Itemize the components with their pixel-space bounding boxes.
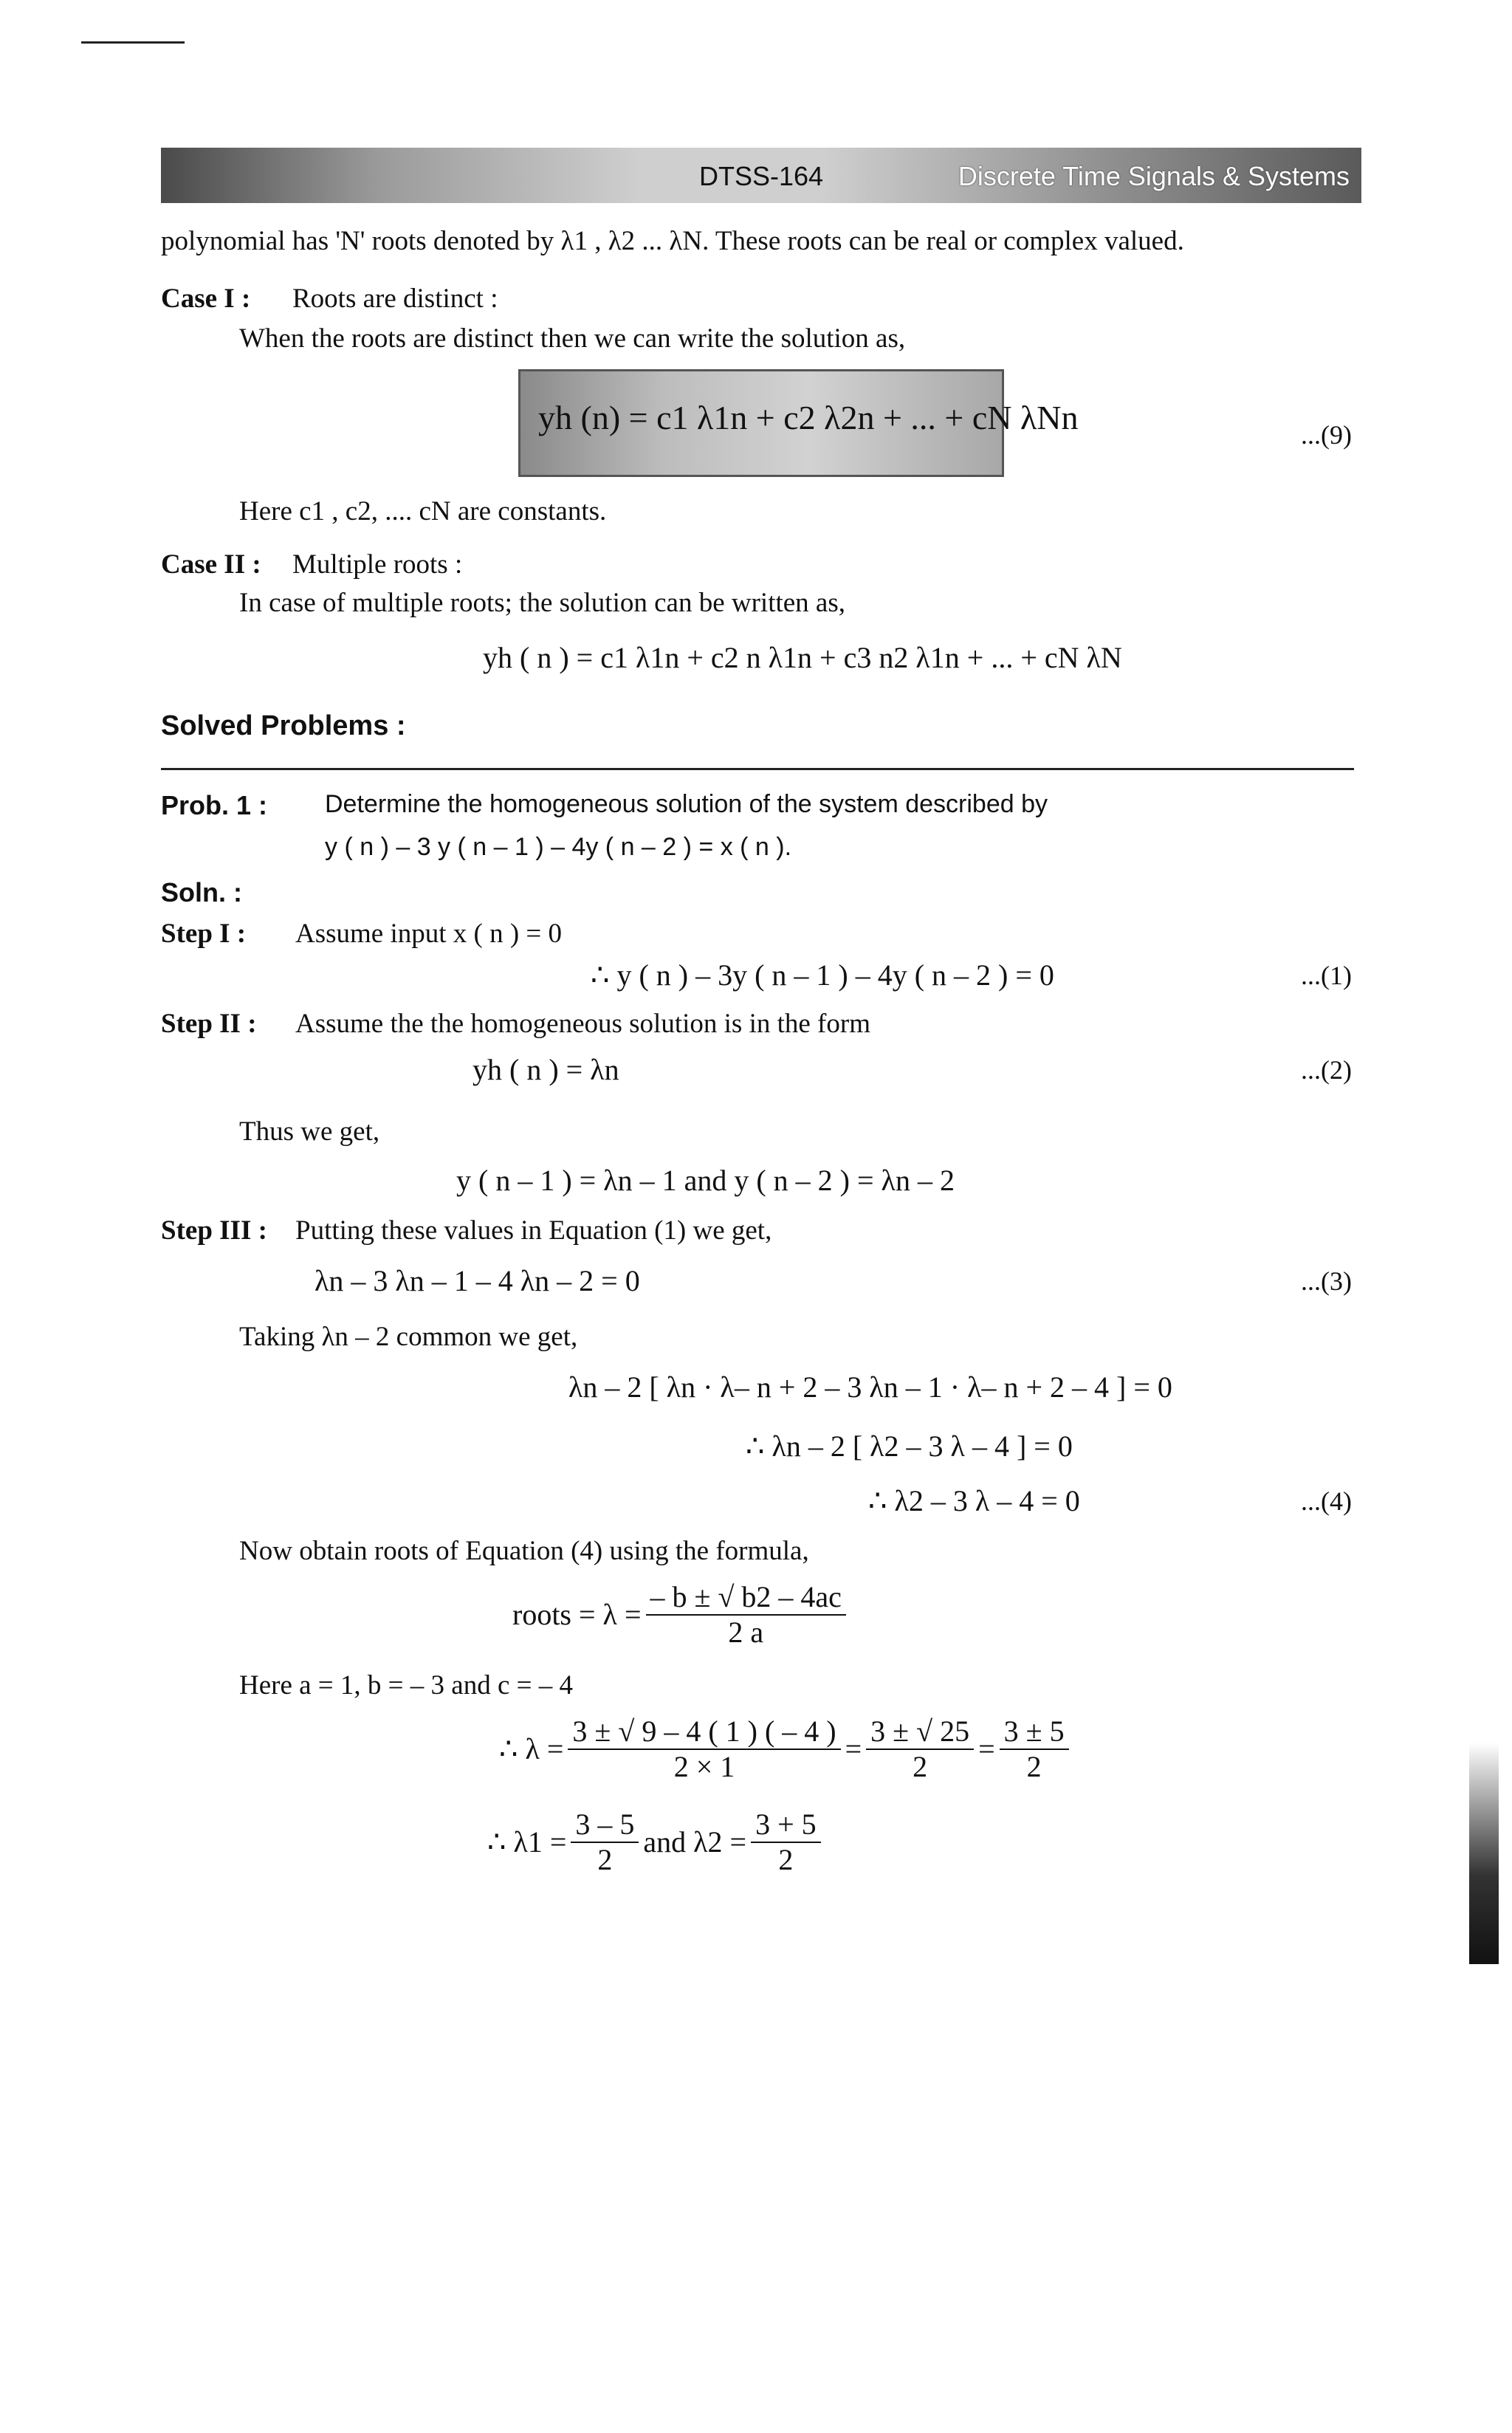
case1-label: Case I : bbox=[161, 284, 251, 314]
lambda-den-1: 2 × 1 bbox=[673, 1750, 735, 1783]
equals-sign: = bbox=[845, 1732, 862, 1765]
lambda-den-3: 2 bbox=[1026, 1750, 1042, 1783]
equation-1: ∴ y ( n ) – 3y ( n – 1 ) – 4y ( n – 2 ) = 0 bbox=[591, 958, 1054, 992]
soln-label: Soln. : bbox=[161, 877, 242, 907]
lambda-fraction-2 bbox=[866, 1715, 974, 1784]
case2-title: Multiple roots : bbox=[292, 549, 463, 580]
lambda-den-2: 2 bbox=[913, 1750, 928, 1783]
lambda-num-3: 3 ± 5 bbox=[1000, 1715, 1069, 1750]
lambda2-num: 3 + 5 bbox=[751, 1808, 821, 1843]
roots-label: roots = λ = bbox=[512, 1598, 642, 1631]
thus-we-get: Thus we get, bbox=[239, 1116, 380, 1147]
step3-text: Putting these values in Equation (1) we get, bbox=[295, 1215, 772, 1246]
lambda-num-1: 3 ± √ 9 – 4 ( 1 ) ( – 4 ) bbox=[568, 1715, 840, 1750]
case1-text: When the roots are distinct then we can write the solution as, bbox=[239, 323, 906, 354]
case1-note: Here c1 , c2, .... cN are constants. bbox=[239, 496, 607, 526]
prob1-statement-2: y ( n ) – 3 y ( n – 1 ) – 4y ( n – 2 ) = x ( n ). bbox=[325, 833, 792, 861]
chapter-title: Discrete Time Signals & Systems bbox=[958, 161, 1350, 191]
lambda1-num: 3 – 5 bbox=[571, 1808, 639, 1843]
quadratic-equation: ∴ λ2 – 3 λ – 4 = 0 bbox=[868, 1484, 1080, 1517]
equation-3: λn – 3 λn – 1 – 4 λn – 2 = 0 bbox=[315, 1264, 640, 1297]
lambda2-fraction bbox=[751, 1808, 821, 1877]
lambda-fraction-1 bbox=[568, 1715, 840, 1784]
coefficients-text: Here a = 1, b = – 3 and c = – 4 bbox=[239, 1670, 574, 1701]
prob1-statement-1: Determine the homogeneous solution of the system described by bbox=[325, 790, 1048, 818]
lambda2-den: 2 bbox=[778, 1843, 794, 1876]
section-rule bbox=[161, 768, 1354, 770]
factored-line-a: λn – 2 [ λn · λ– n + 2 – 3 λn – 1 · λ– n + 2 – 4 ] = 0 bbox=[568, 1370, 1172, 1404]
step2-text: Assume the the homogeneous solution is in the form bbox=[295, 1009, 870, 1039]
lambda-num-2: 3 ± √ 25 bbox=[866, 1715, 974, 1750]
factored-line-b: ∴ λn – 2 [ λ2 – 3 λ – 4 ] = 0 bbox=[746, 1430, 1073, 1463]
lambda1-fraction bbox=[571, 1808, 639, 1877]
boxed-equation bbox=[518, 369, 1079, 477]
lambda-lhs: ∴ λ = bbox=[499, 1732, 564, 1765]
intro-line: polynomial has 'N' roots denoted by λ1 , λ2 ... λN. These roots can be real or complex valued. bbox=[161, 226, 1184, 256]
case1-title: Roots are distinct : bbox=[292, 284, 498, 314]
page-header-bar bbox=[161, 148, 1361, 203]
quadratic-formula-denominator: 2 a bbox=[728, 1616, 764, 1649]
eqno-3: ...(3) bbox=[1301, 1266, 1352, 1296]
quadratic-formula-fraction bbox=[646, 1580, 846, 1650]
prob1-label: Prob. 1 : bbox=[161, 790, 268, 820]
shifted-values: y ( n – 1 ) = λn – 1 and y ( n – 2 ) = λn – 2 bbox=[456, 1164, 955, 1197]
lambda1-lhs: ∴ λ1 = bbox=[487, 1825, 567, 1859]
multiple-roots-equation: yh ( n ) = c1 λ1n + c2 n λ1n + c3 n2 λ1n + ... + cN λN bbox=[483, 641, 1122, 674]
obtain-roots-text: Now obtain roots of Equation (4) using the formula, bbox=[239, 1536, 809, 1566]
case2-label: Case II : bbox=[161, 549, 261, 580]
eqno-4: ...(4) bbox=[1301, 1486, 1352, 1516]
lambda-computation bbox=[499, 1715, 1073, 1784]
step1-label: Step I : bbox=[161, 919, 247, 949]
equation-2: yh ( n ) = λn bbox=[472, 1053, 619, 1086]
and-lambda2: and λ2 = bbox=[643, 1825, 747, 1859]
taking-common: Taking λn – 2 common we get, bbox=[239, 1322, 578, 1352]
top-rule bbox=[81, 41, 185, 44]
equals-sign: = bbox=[978, 1732, 995, 1765]
step2-label: Step II : bbox=[161, 1009, 257, 1039]
step3-label: Step III : bbox=[161, 1215, 267, 1246]
case2-text: In case of multiple roots; the solution can be written as, bbox=[239, 588, 845, 618]
scan-edge-shadow bbox=[1469, 1743, 1499, 1964]
quadratic-formula-numerator: – b ± √ b2 – 4ac bbox=[646, 1580, 846, 1616]
eqno-1: ...(1) bbox=[1301, 961, 1352, 990]
solved-problems-heading: Solved Problems : bbox=[161, 710, 406, 741]
boxed-equation-text: yh (n) = c1 λ1n + c2 λ2n + ... + cN λNn bbox=[538, 399, 1079, 436]
eqno-9: ...(9) bbox=[1301, 420, 1352, 450]
step1-text: Assume input x ( n ) = 0 bbox=[295, 919, 563, 949]
lambda1-den: 2 bbox=[597, 1843, 613, 1876]
eqno-2: ...(2) bbox=[1301, 1055, 1352, 1085]
lambda-fraction-3 bbox=[1000, 1715, 1069, 1784]
quadratic-formula bbox=[512, 1580, 850, 1650]
page-code: DTSS-164 bbox=[698, 161, 824, 191]
lambda-roots bbox=[487, 1808, 825, 1877]
